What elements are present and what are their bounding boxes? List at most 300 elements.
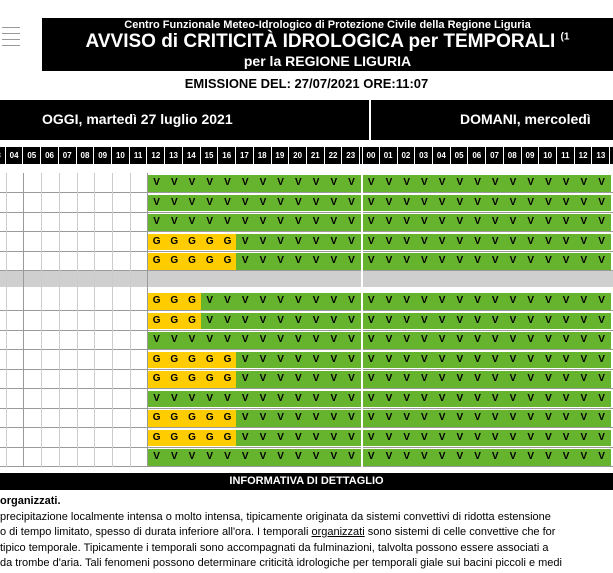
cell-yellow: G — [201, 430, 219, 447]
cell-green: V — [451, 430, 469, 447]
cell-green: V — [236, 332, 254, 349]
header-title-note: (1 — [560, 31, 570, 43]
cell-green: V — [539, 430, 557, 447]
cell-green: V — [504, 449, 522, 466]
cell-green: V — [592, 371, 610, 388]
hour-label: 06 — [468, 147, 486, 164]
cell-green: V — [254, 313, 272, 330]
cell-green: V — [342, 214, 360, 231]
block1-row-line — [0, 251, 613, 252]
cell-green: V — [539, 449, 557, 466]
cell-green: V — [451, 332, 469, 349]
cell-green: V — [272, 449, 290, 466]
cell-yellow: G — [183, 234, 201, 251]
cell-green: V — [254, 332, 272, 349]
cell-green: V — [236, 175, 254, 192]
grid-vline — [23, 173, 24, 467]
cell-green: V — [486, 449, 504, 466]
cell-yellow: G — [147, 371, 165, 388]
cell-green: V — [415, 175, 433, 192]
hour-label: 19 — [272, 147, 290, 164]
cell-yellow: G — [165, 253, 183, 270]
cell-green: V — [592, 195, 610, 212]
cell-green: V — [575, 410, 593, 427]
cell-green: V — [415, 253, 433, 270]
cell-green: V — [539, 352, 557, 369]
cell-yellow: G — [218, 371, 236, 388]
cell-green: V — [415, 410, 433, 427]
cell-green: V — [468, 391, 486, 408]
cell-green: V — [342, 410, 360, 427]
cell-green: V — [539, 293, 557, 310]
cell-yellow: G — [218, 234, 236, 251]
cell-green: V — [433, 352, 451, 369]
cell-yellow: G — [201, 234, 219, 251]
cell-green: V — [380, 234, 398, 251]
cell-green: V — [236, 195, 254, 212]
cell-green: V — [254, 175, 272, 192]
cell-green: V — [342, 391, 360, 408]
day-divider-line — [361, 173, 363, 467]
cell-green: V — [201, 391, 219, 408]
cell-green: V — [504, 332, 522, 349]
cell-yellow: G — [183, 253, 201, 270]
cell-green: V — [380, 410, 398, 427]
cell-yellow: G — [147, 410, 165, 427]
cell-green: V — [398, 195, 416, 212]
block2-row-line — [0, 388, 613, 389]
block2-row-line — [0, 466, 613, 467]
cell-green: V — [362, 214, 380, 231]
cell-green: V — [415, 352, 433, 369]
cell-green: V — [342, 430, 360, 447]
block2-row-line — [0, 427, 613, 428]
cell-green: V — [325, 391, 343, 408]
cell-green: V — [362, 332, 380, 349]
cell-yellow: G — [201, 371, 219, 388]
cell-green: V — [592, 391, 610, 408]
cell-green: V — [486, 234, 504, 251]
hour-label: 04 — [433, 147, 451, 164]
cell-green: V — [415, 313, 433, 330]
cell-yellow: G — [147, 253, 165, 270]
grid-vline — [147, 173, 148, 467]
cell-green: V — [468, 352, 486, 369]
cell-green: V — [165, 214, 183, 231]
hour-label: 09 — [522, 147, 540, 164]
cell-green: V — [218, 391, 236, 408]
hour-label: 06 — [41, 147, 59, 164]
cell-green: V — [522, 430, 540, 447]
cell-green: V — [592, 214, 610, 231]
cell-green: V — [236, 430, 254, 447]
cell-green: V — [289, 449, 307, 466]
hour-label: 22 — [325, 147, 343, 164]
cell-green: V — [289, 293, 307, 310]
cell-green: V — [254, 293, 272, 310]
cell-green: V — [486, 430, 504, 447]
cell-green: V — [557, 391, 575, 408]
cell-green: V — [398, 175, 416, 192]
cell-green: V — [415, 195, 433, 212]
cell-green: V — [522, 352, 540, 369]
cell-green: V — [147, 391, 165, 408]
cell-yellow: G — [218, 410, 236, 427]
cell-green: V — [325, 214, 343, 231]
cell-yellow: G — [147, 293, 165, 310]
grid-vline — [94, 173, 95, 467]
cell-green: V — [325, 430, 343, 447]
cell-green: V — [592, 332, 610, 349]
cell-green: V — [575, 313, 593, 330]
cell-green: V — [592, 410, 610, 427]
criticality-grid — [0, 173, 613, 467]
cell-green: V — [254, 253, 272, 270]
hour-label: 05 — [451, 147, 469, 164]
cell-green: V — [272, 410, 290, 427]
cell-green: V — [522, 234, 540, 251]
hour-label: 16 — [218, 147, 236, 164]
cell-green: V — [307, 371, 325, 388]
cell-green: V — [575, 253, 593, 270]
grid-vline — [77, 173, 78, 467]
cell-green: V — [380, 352, 398, 369]
cell-green: V — [504, 293, 522, 310]
cell-green: V — [451, 352, 469, 369]
cell-green: V — [451, 391, 469, 408]
cell-green: V — [557, 293, 575, 310]
cell-yellow: G — [183, 352, 201, 369]
info-line-3b: sono sistemi di celle convettive che for — [364, 526, 556, 538]
hour-label: 14 — [183, 147, 201, 164]
cell-green: V — [236, 214, 254, 231]
cell-green: V — [218, 313, 236, 330]
cell-green: V — [147, 332, 165, 349]
cell-green: V — [486, 352, 504, 369]
cell-green: V — [183, 391, 201, 408]
block1-row-line — [0, 231, 613, 232]
grid-vline — [41, 173, 42, 467]
cell-green: V — [557, 352, 575, 369]
cell-green: V — [362, 352, 380, 369]
cell-green: V — [362, 293, 380, 310]
cell-green: V — [433, 195, 451, 212]
cell-green: V — [592, 175, 610, 192]
cell-yellow: G — [183, 430, 201, 447]
cell-green: V — [592, 313, 610, 330]
cell-green: V — [522, 175, 540, 192]
cell-green: V — [468, 430, 486, 447]
cell-green: V — [307, 391, 325, 408]
cell-green: V — [325, 175, 343, 192]
cell-green: V — [398, 293, 416, 310]
cell-green: V — [254, 391, 272, 408]
grid-vline — [59, 173, 60, 467]
cell-green: V — [592, 449, 610, 466]
cell-green: V — [325, 234, 343, 251]
cell-green: V — [522, 371, 540, 388]
cell-green: V — [504, 371, 522, 388]
cell-green: V — [325, 352, 343, 369]
cell-green: V — [433, 391, 451, 408]
cell-green: V — [557, 195, 575, 212]
cell-green: V — [557, 371, 575, 388]
cell-green: V — [398, 410, 416, 427]
cell-green: V — [504, 195, 522, 212]
hours-row — [0, 147, 613, 164]
cell-green: V — [272, 391, 290, 408]
cell-green: V — [254, 195, 272, 212]
hour-label: 13 — [165, 147, 183, 164]
hour-label: 21 — [307, 147, 325, 164]
hour-label: 09 — [94, 147, 112, 164]
cell-green: V — [468, 332, 486, 349]
cell-green: V — [236, 352, 254, 369]
cell-green: V — [362, 410, 380, 427]
cell-green: V — [415, 391, 433, 408]
cell-green: V — [468, 410, 486, 427]
cell-green: V — [522, 332, 540, 349]
cell-green: V — [289, 371, 307, 388]
cell-green: V — [165, 332, 183, 349]
cell-green: V — [165, 195, 183, 212]
cell-yellow: G — [218, 253, 236, 270]
cell-green: V — [468, 253, 486, 270]
header-banner — [42, 18, 613, 71]
cell-green: V — [575, 391, 593, 408]
info-line-3u: organizzati — [311, 526, 365, 538]
cell-green: V — [325, 313, 343, 330]
cell-green: V — [325, 253, 343, 270]
cell-green: V — [201, 293, 219, 310]
cell-green: V — [415, 449, 433, 466]
cell-green: V — [522, 391, 540, 408]
cell-green: V — [147, 195, 165, 212]
cell-green: V — [592, 234, 610, 251]
cell-green: V — [362, 371, 380, 388]
cell-green: V — [254, 371, 272, 388]
cell-green: V — [307, 253, 325, 270]
cell-green: V — [272, 293, 290, 310]
cell-green: V — [415, 371, 433, 388]
cell-green: V — [504, 410, 522, 427]
cell-green: V — [272, 371, 290, 388]
cell-green: V — [380, 293, 398, 310]
cell-green: V — [380, 332, 398, 349]
cell-green: V — [254, 430, 272, 447]
cell-green: V — [307, 234, 325, 251]
cell-green: V — [522, 214, 540, 231]
cell-green: V — [539, 195, 557, 212]
cell-green: V — [380, 313, 398, 330]
cell-green: V — [451, 410, 469, 427]
hour-label: 12 — [147, 147, 165, 164]
cell-green: V — [362, 253, 380, 270]
cell-yellow: G — [147, 430, 165, 447]
cell-green: V — [201, 332, 219, 349]
day-header-row — [0, 100, 613, 140]
cell-green: V — [451, 449, 469, 466]
cell-green: V — [522, 195, 540, 212]
header-organization: Centro Funzionale Meteo-Idrologico di Protezione Civile della Regione Liguria — [124, 19, 531, 31]
cell-yellow: G — [201, 253, 219, 270]
cell-green: V — [557, 214, 575, 231]
cell-green: V — [575, 195, 593, 212]
info-line-3 — [0, 525, 613, 541]
hour-label: 11 — [557, 147, 575, 164]
cell-green: V — [307, 430, 325, 447]
cell-green: V — [557, 234, 575, 251]
hour-label: 10 — [539, 147, 557, 164]
cell-green: V — [592, 253, 610, 270]
cell-yellow: G — [165, 371, 183, 388]
cell-green: V — [486, 371, 504, 388]
cell-green: V — [165, 175, 183, 192]
cell-green: V — [201, 214, 219, 231]
hour-label: 07 — [486, 147, 504, 164]
cell-green: V — [433, 234, 451, 251]
cell-green: V — [272, 175, 290, 192]
cell-yellow: G — [165, 352, 183, 369]
cell-green: V — [342, 253, 360, 270]
cell-green: V — [307, 175, 325, 192]
cell-green: V — [289, 332, 307, 349]
hour-label: 11 — [130, 147, 148, 164]
cell-green: V — [289, 214, 307, 231]
cell-green: V — [272, 234, 290, 251]
cell-green: V — [539, 214, 557, 231]
cell-green: V — [468, 234, 486, 251]
block2-row-line — [0, 349, 613, 350]
cell-green: V — [486, 175, 504, 192]
cell-green: V — [165, 449, 183, 466]
block1-row-line — [0, 212, 613, 213]
info-line-1: organizzati. — [0, 495, 61, 507]
hour-label: 23 — [342, 147, 360, 164]
cell-green: V — [272, 313, 290, 330]
cell-green: V — [539, 234, 557, 251]
cell-green: V — [362, 391, 380, 408]
hour-label: 15 — [201, 147, 219, 164]
cell-green: V — [236, 449, 254, 466]
cell-green: V — [433, 214, 451, 231]
cell-green: V — [380, 195, 398, 212]
cell-green: V — [486, 332, 504, 349]
cell-green: V — [539, 175, 557, 192]
cell-green: V — [236, 293, 254, 310]
cell-green: V — [342, 449, 360, 466]
hour-label: 10 — [112, 147, 130, 164]
day-tomorrow-label: DOMANI, mercoledì — [460, 111, 591, 127]
cell-green: V — [557, 449, 575, 466]
cell-green: V — [183, 195, 201, 212]
cell-green: V — [539, 391, 557, 408]
cell-green: V — [272, 430, 290, 447]
cell-green: V — [272, 352, 290, 369]
cell-green: V — [380, 175, 398, 192]
cell-green: V — [362, 313, 380, 330]
cell-green: V — [307, 214, 325, 231]
hour-label: 20 — [289, 147, 307, 164]
cell-green: V — [575, 234, 593, 251]
cell-yellow: G — [183, 313, 201, 330]
cell-green: V — [486, 253, 504, 270]
cell-green: V — [325, 293, 343, 310]
cell-green: V — [398, 253, 416, 270]
cell-green: V — [504, 253, 522, 270]
cell-green: V — [165, 391, 183, 408]
cell-green: V — [342, 175, 360, 192]
cell-green: V — [433, 332, 451, 349]
cell-yellow: G — [183, 293, 201, 310]
cell-green: V — [289, 352, 307, 369]
cell-green: V — [380, 391, 398, 408]
cell-green: V — [575, 430, 593, 447]
cell-green: V — [575, 214, 593, 231]
cell-green: V — [451, 214, 469, 231]
cell-yellow: G — [183, 371, 201, 388]
cell-green: V — [504, 391, 522, 408]
cell-green: V — [433, 253, 451, 270]
separator-band — [0, 271, 613, 287]
cell-green: V — [539, 410, 557, 427]
cell-green: V — [201, 175, 219, 192]
cell-green: V — [342, 195, 360, 212]
block2-row-line — [0, 310, 613, 311]
cell-green: V — [236, 234, 254, 251]
hour-label: 12 — [575, 147, 593, 164]
cell-green: V — [218, 449, 236, 466]
cell-green: V — [433, 449, 451, 466]
cell-green: V — [575, 352, 593, 369]
cell-green: V — [592, 430, 610, 447]
cell-green: V — [325, 371, 343, 388]
cell-green: V — [289, 175, 307, 192]
cell-green: V — [451, 253, 469, 270]
cell-green: V — [575, 332, 593, 349]
cell-green: V — [236, 391, 254, 408]
cell-green: V — [342, 313, 360, 330]
hour-label: 00 — [362, 147, 380, 164]
cell-green: V — [398, 214, 416, 231]
info-line-3a: o di tempo limitato, spesso di durata inferiore all'ora. I temporali — [0, 526, 312, 538]
cell-green: V — [147, 449, 165, 466]
block1-row-line — [0, 192, 613, 193]
cell-green: V — [362, 234, 380, 251]
block2-row-line — [0, 330, 613, 331]
info-title-bar: INFORMATIVA DI DETTAGLIO — [0, 473, 613, 490]
cell-green: V — [342, 332, 360, 349]
cell-green: V — [451, 175, 469, 192]
cell-green: V — [451, 195, 469, 212]
cell-green: V — [557, 410, 575, 427]
cell-green: V — [272, 332, 290, 349]
cell-yellow: G — [201, 410, 219, 427]
cell-green: V — [575, 449, 593, 466]
cell-green: V — [557, 332, 575, 349]
cell-green: V — [522, 449, 540, 466]
cell-green: V — [539, 371, 557, 388]
cell-green: V — [342, 352, 360, 369]
cell-green: V — [522, 253, 540, 270]
hour-label: 02 — [398, 147, 416, 164]
cell-green: V — [307, 195, 325, 212]
cell-green: V — [415, 332, 433, 349]
cell-green: V — [398, 430, 416, 447]
cell-green: V — [539, 332, 557, 349]
cell-green: V — [575, 293, 593, 310]
cell-green: V — [272, 195, 290, 212]
